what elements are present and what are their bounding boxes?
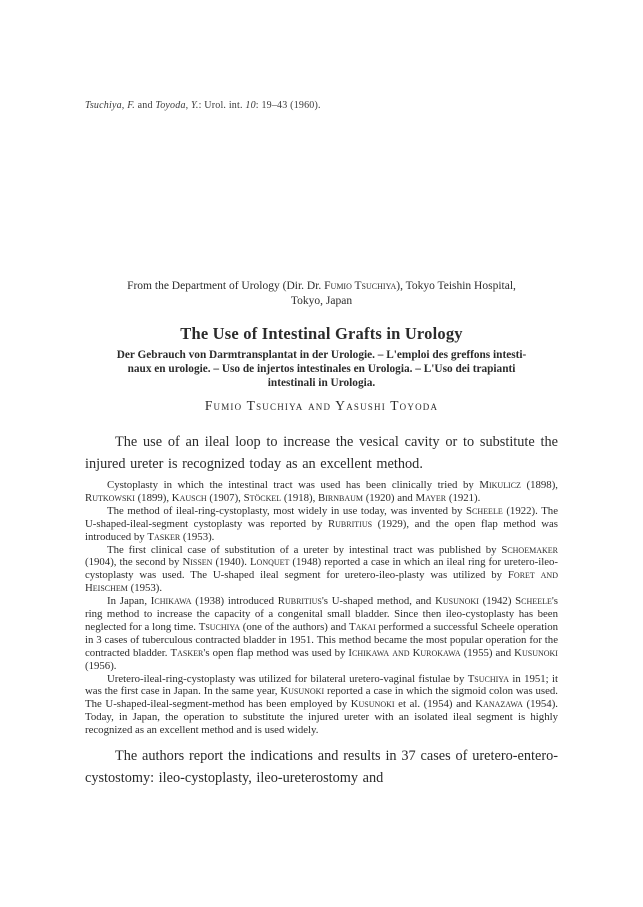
paper-subtitle [85, 349, 558, 390]
body-paragraph: Cystoplasty in which the intestinal tract was used has been clinically tried by Mikulicz (1898), Rutkowski (1899), Kausch (1907), Stöckel (1918), Birnbaum (1920) and Mayer (1921). [85, 478, 558, 504]
authors-line: Fumio Tsuchiya and Yasushi Toyoda [204, 398, 439, 414]
journal-citation: Tsuchiya, F. and Toyoda, Y.: Urol. int. 10: 19–43 (1960). [85, 100, 321, 111]
subtitle-line-1: Der Gebrauch von Darmtransplantat in der Urologie. – L'emploi des greffons intesti- [116, 349, 527, 361]
paper-title: The Use of Intestinal Grafts in Urology [180, 324, 463, 343]
body-paragraph: Uretero-ileal-ring-cystoplasty was utilized for bilateral uretero-vaginal fistulae by Tsuchiya in 1951; it was the first case in Japan. In the same year, Kusunoki reported a case in which the sigmoid colon was used. The U-shaped-ileal-segment-method has been employed by Kusunoki et al. (1954) and Kanazawa (1954). Today, in Japan, the operation to substitute the injured ureter with an isolated ileal segment is highly recognized as an excellent method and is used widely. [85, 672, 558, 737]
affiliation [85, 279, 558, 309]
body-paragraph: The first clinical case of substitution of a ureter by intestinal tract was published by Schoemaker (1904), the second by Nissen (1940). Lonquet (1948) reported a case in which an ileal ring for uretero-ileo-cystoplasty was used. The U-shaped ileal segment for uretero-ileo-plasty was utilized by Foret and Heischem (1953). [85, 543, 559, 595]
affiliation-line-2: Tokyo, Japan [290, 295, 353, 307]
subtitle-line-2: naux en urologie. – Uso de injertos intestinales en Urologia. – L'Uso dei trapianti [127, 362, 516, 375]
closing-paragraph: The authors report the indications and results in 37 cases of uretero-entero-cystostomy: ileo-cystoplasty, ileo-ureterostomy and [85, 748, 558, 786]
text-column [85, 0, 558, 790]
affiliation-line-1: From the Department of Urology (Dir. Dr. Fumio Tsuchiya), Tokyo Teishin Hospital, [127, 280, 516, 292]
intro-paragraph: The use of an ileal loop to increase the vesical cavity or to substitute the injured ureter is recognized today as an excellent method. [85, 434, 558, 473]
body-paragraph: The method of ileal-ring-cystoplasty, most widely in use today, was invented by Scheele (1922). The U-shaped-ileal-segment cystoplasty was reported by Rubritius (1929), and the open flap method was introduced by Tasker (1953). [85, 504, 559, 543]
subtitle-line-3: intestinali in Urologia. [267, 376, 376, 389]
body-paragraph: In Japan, Ichikawa (1938) introduced Rubritius's U-shaped method, and Kusunoki (1942) Scheele's ring method to increase the capacity of a congenital small bladder. Since then ileo-cystoplasty has been neglected for a long time. Tsuchiya (one of the authors) and Takai performed a successful Scheele operation in 3 cases of tuberculous contracted bladder in 1951. This method became the most popular operation for the contracted bladder. Tasker's open flap method was used by Ichikawa and Kurokawa (1955) and Kusunoki (1956). [85, 595, 558, 672]
body-text [85, 479, 558, 737]
